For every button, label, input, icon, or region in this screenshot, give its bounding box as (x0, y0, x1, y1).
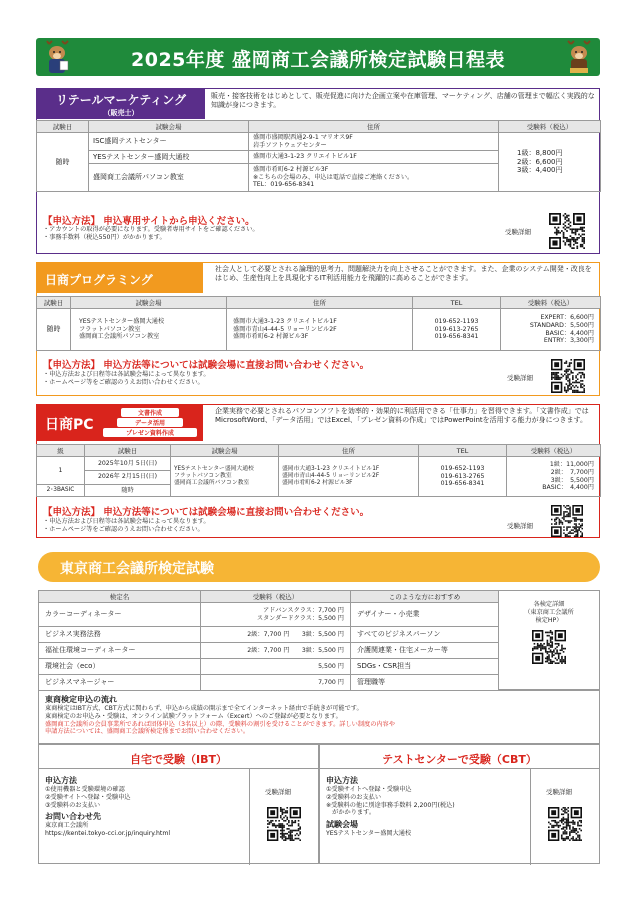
ibt-contact-label: お問い合わせ先 (45, 812, 101, 822)
pc-detail-label: 受験詳細 (507, 522, 533, 530)
col-header-date: 試験日 (37, 297, 71, 309)
exam-target: 管理職等 (351, 675, 499, 691)
pc-apply-title: 【申込方法】 申込方法等については試験会場に直接お問い合わせください。 (43, 507, 370, 518)
retail-address (249, 133, 499, 151)
tel-line: 019-656-8341 (434, 333, 479, 341)
cbt-title: テストセンターで受験（CBT） (320, 745, 599, 769)
address-line: 盛岡市大通3-1-23 クリエイトビル1F (282, 465, 380, 472)
programming-date: 随時 (37, 309, 71, 351)
venue-line: フラットパソコン教室 (79, 325, 141, 333)
ibt-step: ①使用機器と受験環境の確認 (45, 786, 125, 793)
cbt-body (326, 775, 455, 838)
col-header-tel: TEL (413, 297, 501, 309)
table-row (39, 603, 499, 627)
cbt-qr-code[interactable] (548, 807, 582, 841)
retail-table (36, 120, 601, 192)
programming-description: 社会人として必要とされる論理的思考力、問題解決力を向上させることができます。また、企業のシステム開発・改良をはじめ、生産性向上を具現化するIT利活用能力を飛躍的に高めることができます。 (215, 265, 592, 282)
ibt-title: 自宅で受験（IBT） (39, 745, 318, 769)
retail-apply-notes (43, 226, 259, 242)
retail-badge-title: リテールマーケティング (55, 93, 187, 107)
tel-line: 019-652-1193 (434, 317, 479, 325)
col-header-exam: 検定名 (39, 591, 201, 603)
pc-date: 随時 (85, 485, 171, 497)
note-line: ・アカウントの取得が必要になります。受験者専用サイトをご確認ください。 (43, 226, 259, 233)
retail-venue: 盛岡商工会議所パソコン教室 (89, 164, 249, 192)
address-line: 盛岡市肴町6-2 村源ビル3F (282, 480, 353, 487)
venue-line: 盛岡商工会議所パソコン教室 (174, 480, 250, 487)
cbt-step: ②受験料のお支払い (326, 793, 382, 801)
address-line: ※こちらの会場のみ、申込は電話で直接ご連絡ください。 (253, 173, 414, 181)
pc-venues (171, 457, 279, 497)
programming-venues (71, 309, 227, 351)
pc-table (36, 444, 601, 497)
tokyo-side-box (498, 590, 600, 690)
retail-address: 盛岡市大通3-1-23 クリエイトビル1F (249, 151, 499, 164)
programming-apply-notes (43, 371, 210, 387)
exam-fee: 7,700 円 (201, 675, 351, 691)
retail-date: 随時 (37, 133, 89, 192)
pc-badge (37, 405, 203, 441)
col-header-target: このような方におすすめ (351, 591, 499, 603)
address-line: 盛岡市肴町6-2 村源ビル3F (233, 333, 309, 341)
ibt-apply-label: 申込方法 (45, 776, 77, 785)
exam-name: 環境社会（eco） (39, 659, 201, 675)
note-line: ・申込方法および日程等は各試験会場によって異なります。 (43, 371, 210, 378)
cbt-detail-label: 受験詳細 (546, 788, 572, 796)
programming-apply-title: 【申込方法】 申込方法等については試験会場に直接お問い合わせください。 (43, 360, 370, 371)
exam-target: SDGs・CSR担当 (351, 659, 499, 675)
deer-mascot-right-icon (562, 40, 596, 74)
col-header-address: 住所 (279, 445, 419, 457)
programming-detail-label: 受験詳細 (507, 374, 533, 382)
ibt-contact-url[interactable]: https://kentei.tokyo-cci.or.jp/inquiry.html (45, 830, 171, 837)
flow-text: 東商検定のお申込み・受験は、オンライン試験プラットフォーム（Excert）へのご登録が必要となります。 (45, 712, 342, 720)
ibt-detail-label: 受験詳細 (265, 788, 291, 796)
programming-addresses (227, 309, 413, 351)
programming-qr-code[interactable] (551, 359, 585, 393)
venue-line: フラットパソコン教室 (174, 472, 232, 479)
address-line: 岩手ソフトウェアセンター (253, 141, 327, 149)
pc-apply-notes (43, 518, 210, 534)
retail-fees (499, 133, 601, 192)
retail-detail-label: 受験詳細 (505, 228, 531, 236)
deer-mascot-left-icon (40, 40, 74, 74)
exam-fee: 5,500 円 (201, 659, 351, 675)
fee-line: STANDARD：5,500円 (529, 321, 594, 329)
cbt-venue-label: 試験会場 (326, 820, 358, 829)
retail-qr-code[interactable] (549, 213, 585, 249)
tel-line: 019-656-8341 (440, 480, 485, 488)
retail-badge (37, 89, 205, 119)
cbt-step: がかかります。 (326, 809, 376, 817)
table-row (39, 643, 499, 659)
programming-section (36, 262, 600, 396)
address-line: 盛岡市肴町6-2 村源ビル3F (253, 165, 329, 173)
col-header-fee: 受験料（税込） (499, 121, 601, 133)
col-header-venue: 試験会場 (171, 445, 279, 457)
flow-title: 東商検定申込の流れ (45, 695, 117, 704)
exam-target: すべてのビジネスパーソン (351, 627, 499, 643)
programming-table (36, 296, 601, 351)
pc-grade: 1 (37, 457, 85, 485)
col-header-tel: TEL (419, 445, 507, 457)
address-line: TEL：019-656-8341 (253, 181, 315, 189)
retail-description: 販売・接客技術をはじめとして、販売促進に向けた企画立案や在庫管理、マーケティング、店舗の管理まで幅広く実践的な知識が身につきます。 (211, 92, 595, 109)
cbt-step: ※受験料の他に別途事務手数料 2,200円(税込) (326, 801, 455, 809)
retail-venue: ISC盛岡テストセンター (89, 133, 249, 151)
pc-fees (507, 457, 601, 497)
programming-badge: 日商プログラミング (37, 263, 203, 293)
date-line: 2025年10月 5日(日) (85, 458, 170, 471)
header-banner (36, 38, 600, 76)
pc-tag: データ活用 (117, 418, 183, 427)
cbt-venue: YESテストセンター盛岡大通校 (326, 830, 412, 837)
tokyo-banner (38, 552, 600, 582)
tokyo-flow-box (38, 690, 600, 744)
fee-line: BASIC： 4,400円 (542, 484, 594, 492)
cbt-divider (530, 769, 531, 865)
fee-line: 2級：6,600円 (517, 157, 563, 166)
fee-line: 2級： 7,700円 (550, 468, 594, 476)
exam-name: ビジネス実務法務 (39, 627, 201, 643)
tokyo-table (38, 590, 499, 691)
flow-text-red: 申請方法については、盛岡商工会議所検定係までお問い合わせください。 (45, 728, 250, 736)
note-line: ・事務手数料（税込550円）がかかります。 (43, 233, 166, 241)
exam-fee: 2級：7,700 円 3級：5,500 円 (201, 627, 351, 643)
side-text: （東京商工会議所 (524, 608, 574, 616)
programming-tels (413, 309, 501, 351)
tel-line: 019-613-2765 (434, 325, 479, 333)
ibt-divider (249, 769, 250, 865)
address-line: 盛岡市大通3-1-23 クリエイトビル1F (233, 317, 337, 325)
flow-text: 東商検定はIBT方式、CBT方式に関わらず、申込から成績の開示まで全てインターネット経由で手続きが可能です。 (45, 705, 363, 712)
pc-badge-title: 日商PC (45, 417, 94, 433)
col-header-date: 試験日 (85, 445, 171, 457)
tel-line: 019-613-2765 (440, 472, 485, 480)
address-line: 盛岡市青山4-44-5 リョーリンビル2F (233, 325, 337, 333)
fee-line: EXPERT：6,600円 (540, 314, 594, 321)
ibt-body (45, 775, 170, 838)
fee-line: 1級：8,800円 (517, 148, 563, 157)
flow-text-red: 盛岡商工会議所の会員事業所であれば団体申込（3名以上）の際、受験料の割引を受けることができます。詳しい制度の内容や (45, 720, 395, 728)
pc-section (36, 404, 600, 538)
pc-grade: 2･3BASIC (37, 485, 85, 497)
pc-tag: プレゼン資料作成 (103, 428, 197, 437)
cbt-apply-label: 申込方法 (326, 776, 358, 785)
table-row (39, 659, 499, 675)
address-line: 盛岡市盛岡駅西通2-9-1 マリオス9F (253, 133, 353, 141)
col-header-address: 住所 (227, 297, 413, 309)
pc-qr-code[interactable] (551, 505, 583, 537)
venue-line: YESテストセンター盛岡大通校 (79, 317, 165, 325)
exam-name: カラーコーディネーター (39, 603, 201, 627)
col-header-date: 試験日 (37, 121, 89, 133)
tokyo-qr-code[interactable] (532, 630, 566, 664)
col-header-venue: 試験会場 (71, 297, 227, 309)
note-line: ・ホームページ等をご確認のうえお問い合わせください。 (43, 525, 204, 533)
retail-section (36, 88, 600, 254)
ibt-qr-code[interactable] (267, 807, 301, 841)
pc-dates (85, 457, 171, 485)
fee-line: 3級：4,400円 (517, 166, 563, 175)
retail-apply-title: 【申込方法】 申込専用サイトから申込ください。 (43, 216, 255, 227)
col-header-fee: 受験料（税込） (201, 591, 351, 603)
pc-tels (419, 457, 507, 497)
exam-name: ビジネスマネージャー (39, 675, 201, 691)
exam-target: デザイナー・小売業 (351, 603, 499, 627)
exam-target: 介護関連業・住宅メーカー等 (351, 643, 499, 659)
ibt-step: ③受験料のお支払い (45, 801, 101, 809)
fee-line: 3級： 5,500円 (550, 476, 594, 484)
cbt-box (319, 744, 600, 864)
note-line: ・申込方法および日程等は各試験会場によって異なります。 (43, 518, 210, 525)
date-line: 2026年 2月15日(日) (97, 473, 158, 480)
table-row (39, 675, 499, 691)
ibt-step: ②受験サイトへ登録・受験申込 (45, 793, 131, 801)
exam-fee: 2級：7,700 円 3級：5,500 円 (201, 643, 351, 659)
programming-fees (501, 309, 601, 351)
fee-line: ENTRY：3,300円 (543, 337, 594, 345)
page-title: 2025年度 盛岡商工会議所検定試験日程表 (131, 49, 505, 71)
address-line: 盛岡市青山4-44-5 リョーリンビル2F (282, 472, 380, 479)
note-line: ・ホームページ等をご確認のうえお問い合わせください。 (43, 378, 204, 386)
fee-line: 1級：11,000円 (549, 461, 594, 468)
retail-badge-sub: （販売士） (103, 109, 139, 117)
retail-address (249, 164, 499, 192)
cbt-step: ①受験サイトへ登録・受験申込 (326, 786, 412, 793)
pc-tag: 文書作成 (121, 408, 179, 417)
pc-description: 企業実務で必要とされるパソコンソフトを効率的・効果的に利活用できる「仕事力」を習得できます。「文書作成」ではMicrosoftWord、「データ活用」ではExcel、「プレゼン資料の作成」ではPowerPointを活用する能力が身につきます。 (215, 407, 589, 424)
col-header-venue: 試験会場 (89, 121, 249, 133)
side-text: 検定HP） (535, 616, 563, 624)
venue-line: 盛岡商工会議所パソコン教室 (79, 333, 160, 341)
exam-name: 福祉住環境コーディネーター (39, 643, 201, 659)
col-header-grade: 級 (37, 445, 85, 457)
exam-fee: アドバンスクラス：7,700 円 スタンダードクラス：5,500 円 (201, 603, 351, 627)
ibt-box (38, 744, 319, 864)
table-row (39, 627, 499, 643)
retail-venue: YESテストセンター盛岡大通校 (89, 151, 249, 164)
venue-line: YESテストセンター盛岡大通校 (174, 465, 254, 472)
side-text: 各検定詳細 (533, 601, 565, 608)
ibt-contact: 東京商工会議所 (45, 822, 89, 830)
pc-addresses (279, 457, 419, 497)
tokyo-title: 東京商工会議所検定試験 (60, 561, 214, 577)
col-header-fee: 受験料（税込） (501, 297, 601, 309)
tel-line: 019-652-1193 (440, 464, 485, 472)
fee-line: BASIC：4,400円 (545, 329, 594, 337)
col-header-fee: 受験料（税込） (507, 445, 601, 457)
col-header-address: 住所 (249, 121, 499, 133)
pc-badge-tags (103, 407, 197, 438)
